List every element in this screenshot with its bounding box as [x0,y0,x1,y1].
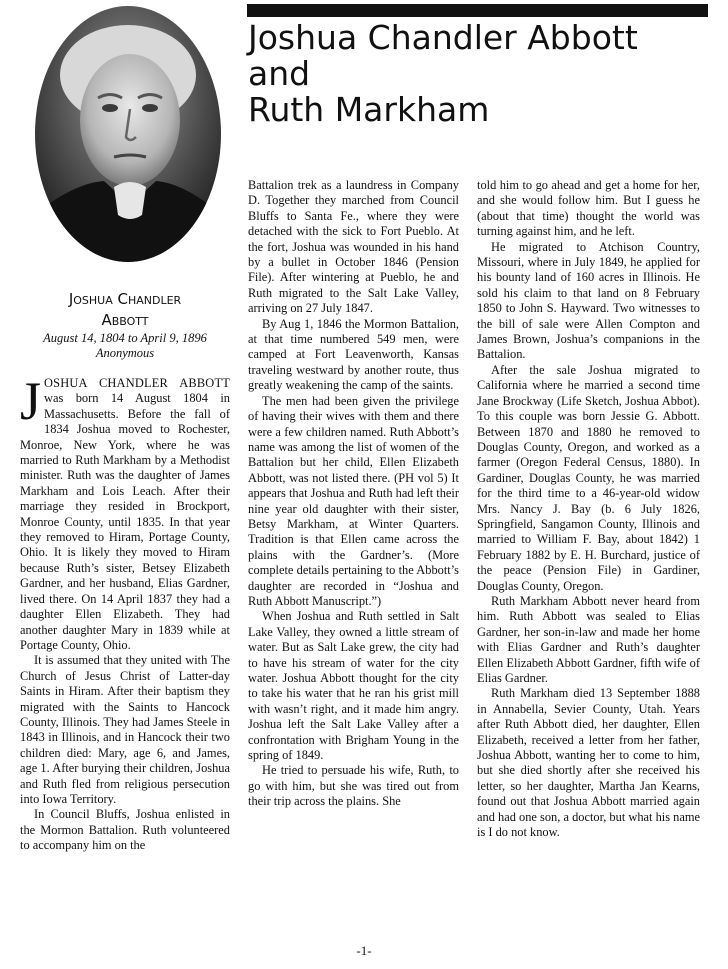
title-line-2: and [248,54,311,93]
paragraph: Ruth Markham Abbott never heard from him. Ruth Abbott was sealed to Elias Gardner, her son-in-law and made her home with Elias Gardner and Ruth’s daughter Ellen Elizabeth Abbott Gardner, fifth wife of Elias Gardner. [477,593,700,685]
paragraph: told him to go ahead and get a home for her, and she would follow him. But I guess he (about that time) thought the world was turning against him, and he left. [477,178,700,239]
page-number: -1- [356,943,372,958]
paragraph: He migrated to Atchison Country, Missouri, where in July 1849, he applied for his bounty land of 160 acres in Illinois. He sold his claim to that land on 8 February 1850 to John S. Hayward. Two witnesses to the bill of sale were Allen Compton and James Brown, Joshua’s companions in the Battalion. [477,239,700,362]
lead-in-caps: OSHUA CHANDLER ABBOTT [44,376,230,390]
paragraph: By Aug 1, 1846 the Mormon Battalion, at that time numbered 549 men, were camped at Fort Leavenworth, Kansas traveling westward by another route, thus greatly weakening the camp of the saints. [248,316,459,393]
subject-name-line-2: Abbott [101,311,149,329]
paragraph: The men had been given the privilege of having their wives with them and there were a few children named. Ruth Abbott’s name was among the list of women of the Battalion but her child, Ellen Elizabeth Abbott, was not listed there. (PH vol 5) It appears that Joshua and Ruth had left their nine year old daughter with their sister, Betsy Markham, at Winter Quarters. Tradition is that Ellen came across the plains with the Gardner’s. (More complete details pertaining to the Abbott’s daughter are recorded in “Joshua and Ruth Abbott Manuscript.”) [248,393,459,608]
author-credit: Anonymous [95,346,155,360]
paragraph: In Council Bluffs, Joshua enlisted in the Mormon Battalion. Ruth volunteered to accompany him on the [20,807,230,853]
biography-header [20,289,230,361]
paragraph: Ruth Markham died 13 September 1888 in Annabella, Sevier County, Utah. Years after Ruth Abbott died, her daughter, Ellen Elizabeth, received a letter from her father, Joshua Abbott, wanting her to come to him, but she died shortly after she received his letter, so her daughter, Martha Jan Kearns, found out that Joshua Abbott married again and had one son, a doctor, but what his name is I do not know. [477,686,700,840]
text-column-2 [248,178,459,810]
subject-name [20,289,230,331]
title-line-1: Joshua Chandler Abbott [248,18,638,57]
title-rule [247,4,708,17]
text-column-3 [477,178,700,840]
paragraph: Battalion trek as a laundress in Company D. Together they marched from Council Bluffs to Santa Fe., where they were detached with the sick to Fort Pueblo. At the fort, Joshua was wounded in his hand by a bullet in October 1846 (Pension File). After wintering at Pueblo, he and Ruth migrated to the Salt Lake Valley, arriving on 27 July 1847. [248,178,459,316]
page-title [248,20,708,128]
paragraph: It is assumed that they united with The Church of Jesus Christ of Latter-day Saints in Hiram. After their baptism they migrated with the Saints to Hancock County, Illinois. They had James Steele in 1843 in Illinois, and in Hancock their two children died: Mary, age 6, and James, age 1. After burying their children, Joshua and Ruth fled from religious persecution into Iowa Territory. [20,653,230,806]
paragraph [20,371,230,653]
paragraph: When Joshua and Ruth settled in Salt Lake Valley, they owned a little stream of water. But as Salt Lake grew, the city had to have his stream of water for the city water. Joshua Abbott thought for the city to take his water that he ran his grist mill with wasn’t right, and it made him angry. Joshua left the Salt Lake Valley after a confrontation with Brigham Young in the spring of 1849. [248,609,459,763]
text-column-1 [20,371,230,854]
subject-name-line-1: Joshua Chandler [68,290,182,308]
paragraph: After the sale Joshua migrated to California where he married a second time Jane Brockway (Life Sketch, Joshua Abbot). To this couple was born Jessie G. Abbott. Between 1870 and 1880 he removed to Douglas County, Oregon, and worked as a farmer (Oregon Federal Census, 1880). In Gardiner, Douglas County, he was married for the third time to a 46-year-old widow Mrs. Nancy J. Bay (b. 6 July 1826, Springfield, Sangamon County, Illinois and married to William F. Bay, about 1842) 1 February 1882 by E. H. Burchard, justice of the peace (Pension File) in Gardiner, Douglas County, Oregon. [477,362,700,593]
title-line-3: Ruth Markham [248,90,490,129]
paragraph-text: was born 14 August 1804 in Massachusetts. Before the fall of 1834 Joshua moved to Rochester, Monroe, New York, where he was married to Ruth Markham by a Methodist minister. Ruth was the daughter of James Markham and Lois Leach. After their marriage they resided in Brockport, Monroe County, until 1835. In that year they removed to Hiram, Portage County, Ohio. It is likely they moved to Hiram because Ruth’s sister, Betsey Elizabeth Gardner, and her husband, Elias Gardner, lived there. On 14 April 1837 they had a daughter Ellen Elizabeth. They had another daughter Mary in 1839 while at Portage County, Ohio. [20,391,230,652]
life-dates: August 14, 1804 to April 9, 1896 [43,331,207,345]
paragraph: He tried to persuade his wife, Ruth, to go with him, but she was tired out from their trip across the plains. She [248,763,459,809]
drop-cap: J [20,371,42,431]
portrait-photo [34,5,222,263]
